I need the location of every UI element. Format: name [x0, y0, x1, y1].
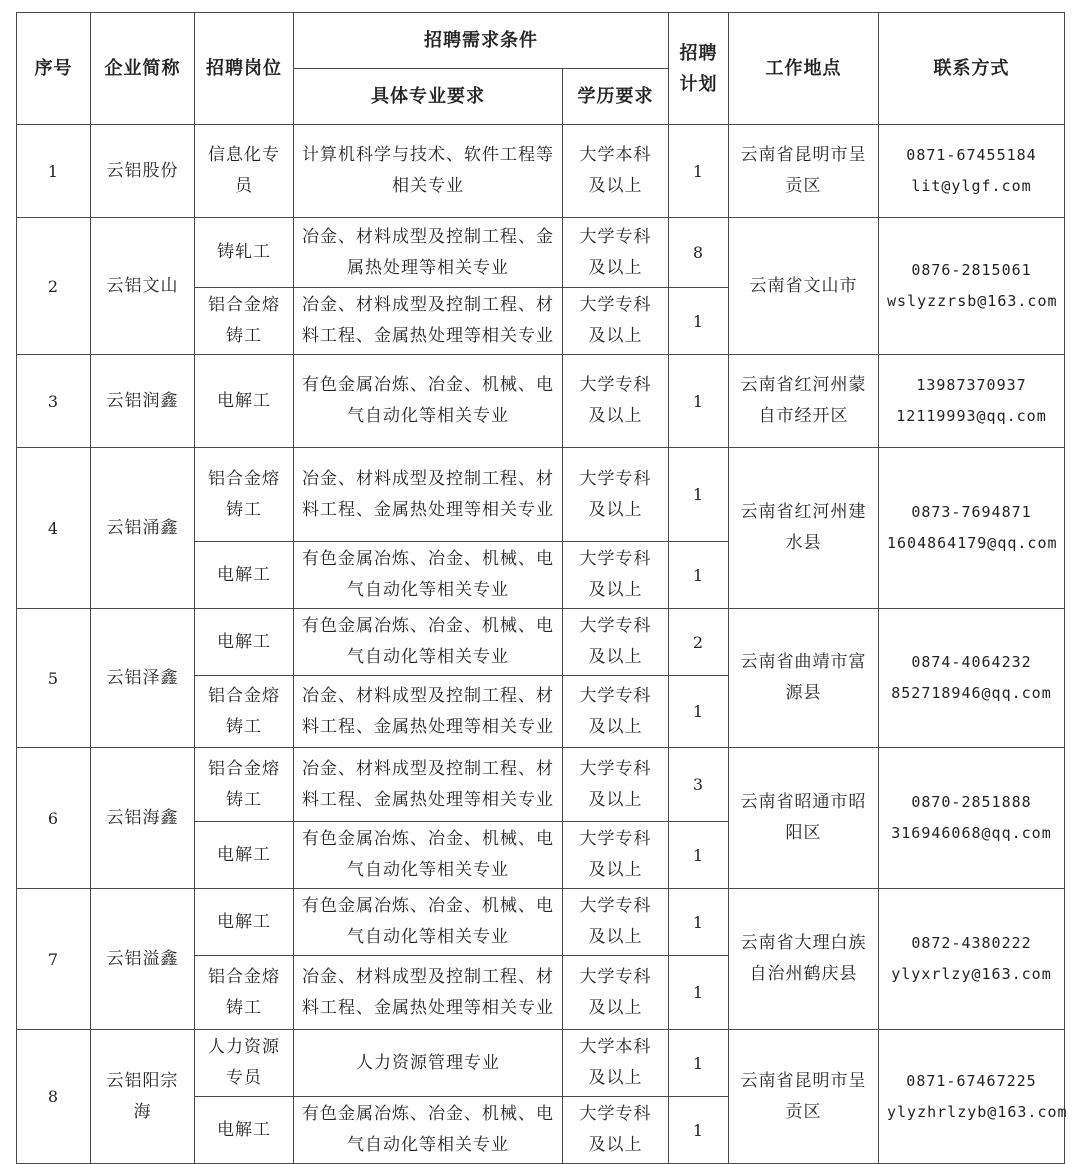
plan-cell: 1 — [669, 288, 729, 355]
company-name-cell: 云铝海鑫 — [91, 748, 195, 889]
plan-cell: 1 — [669, 125, 729, 218]
plan-cell: 1 — [669, 448, 729, 542]
education-cell: 大学专科及以上 — [563, 748, 669, 822]
table-row — [17, 448, 1065, 542]
contact-cell — [879, 1030, 1068, 1164]
company-name-cell: 云铝股份 — [91, 125, 195, 218]
contact-phone: 0876-2815061 — [911, 261, 1032, 279]
position-cell: 铝合金熔铸工 — [195, 448, 294, 542]
table-row — [17, 355, 1065, 448]
header-position: 招聘岗位 — [195, 13, 294, 125]
seq-cell: 8 — [17, 1030, 91, 1164]
table-row — [17, 218, 1065, 288]
position-cell: 电解工 — [195, 609, 294, 676]
major-cell: 有色金属冶炼、冶金、机械、电气自动化等相关专业 — [294, 889, 563, 956]
position-cell: 信息化专员 — [195, 125, 294, 218]
major-cell: 冶金、材料成型及控制工程、材料工程、金属热处理等相关专业 — [294, 288, 563, 355]
header-seq: 序号 — [17, 13, 91, 125]
contact-email: wslyzzrsb@163.com — [887, 292, 1058, 310]
major-cell: 冶金、材料成型及控制工程、材料工程、金属热处理等相关专业 — [294, 748, 563, 822]
contact-cell — [879, 448, 1065, 609]
location-cell: 云南省曲靖市富源县 — [729, 609, 879, 748]
major-cell: 计算机科学与技术、软件工程等相关专业 — [294, 125, 563, 218]
education-cell: 大学专科及以上 — [563, 822, 669, 889]
contact-email: 316946068@qq.com — [891, 824, 1052, 842]
header-location: 工作地点 — [729, 13, 879, 125]
major-cell: 冶金、材料成型及控制工程、材料工程、金属热处理等相关专业 — [294, 676, 563, 748]
header-requirements: 招聘需求条件 — [294, 13, 669, 69]
header-contact: 联系方式 — [879, 13, 1065, 125]
table-row — [17, 889, 1065, 956]
header-education: 学历要求 — [563, 69, 669, 125]
plan-cell: 2 — [669, 609, 729, 676]
seq-cell: 3 — [17, 355, 91, 448]
plan-cell: 1 — [669, 355, 729, 448]
header-company: 企业简称 — [91, 13, 195, 125]
position-cell: 电解工 — [195, 542, 294, 609]
position-cell: 电解工 — [195, 1097, 294, 1164]
header-major: 具体专业要求 — [294, 69, 563, 125]
education-cell: 大学专科及以上 — [563, 288, 669, 355]
location-cell: 云南省红河州蒙自市经开区 — [729, 355, 879, 448]
seq-cell: 2 — [17, 218, 91, 355]
position-cell: 铝合金熔铸工 — [195, 748, 294, 822]
location-cell: 云南省文山市 — [729, 218, 879, 355]
education-cell: 大学专科及以上 — [563, 355, 669, 448]
education-cell: 大学本科及以上 — [563, 1030, 669, 1097]
major-cell: 冶金、材料成型及控制工程、材料工程、金属热处理等相关专业 — [294, 448, 563, 542]
contact-cell — [879, 889, 1065, 1030]
contact-cell — [879, 355, 1065, 448]
location-cell: 云南省昆明市呈贡区 — [729, 1030, 879, 1164]
position-cell: 铝合金熔铸工 — [195, 676, 294, 748]
company-name-cell: 云铝润鑫 — [91, 355, 195, 448]
plan-cell: 1 — [669, 889, 729, 956]
position-cell: 铸轧工 — [195, 218, 294, 288]
contact-cell — [879, 609, 1065, 748]
seq-cell: 5 — [17, 609, 91, 748]
plan-cell: 1 — [669, 822, 729, 889]
header-plan: 招聘计划 — [669, 13, 729, 125]
contact-phone: 0870-2851888 — [911, 793, 1032, 811]
position-cell: 铝合金熔铸工 — [195, 956, 294, 1030]
contact-cell — [879, 748, 1065, 889]
location-cell: 云南省昭通市昭阳区 — [729, 748, 879, 889]
contact-phone: 0873-7694871 — [911, 503, 1032, 521]
position-cell: 铝合金熔铸工 — [195, 288, 294, 355]
education-cell: 大学本科及以上 — [563, 125, 669, 218]
major-cell: 人力资源管理专业 — [294, 1030, 563, 1097]
seq-cell: 4 — [17, 448, 91, 609]
contact-email: lit@ylgf.com — [911, 177, 1032, 195]
table-header — [17, 13, 1065, 125]
plan-cell: 8 — [669, 218, 729, 288]
contact-phone: 0872-4380222 — [911, 934, 1032, 952]
education-cell: 大学专科及以上 — [563, 956, 669, 1030]
recruitment-table — [16, 12, 1068, 1164]
company-name-cell: 云铝文山 — [91, 218, 195, 355]
contact-phone: 0871-67467225 — [906, 1071, 1037, 1090]
contact-phone: 0871-67455184 — [906, 146, 1037, 164]
major-cell: 冶金、材料成型及控制工程、金属热处理等相关专业 — [294, 218, 563, 288]
table-body — [17, 125, 1068, 1164]
seq-cell: 7 — [17, 889, 91, 1030]
plan-cell: 1 — [669, 956, 729, 1030]
position-cell: 电解工 — [195, 889, 294, 956]
major-cell: 有色金属冶炼、冶金、机械、电气自动化等相关专业 — [294, 609, 563, 676]
contact-email: 852718946@qq.com — [891, 684, 1052, 702]
position-cell: 人力资源专员 — [195, 1030, 294, 1097]
table-row — [17, 125, 1065, 218]
table-row — [17, 748, 1065, 822]
education-cell: 大学专科及以上 — [563, 1097, 669, 1164]
plan-cell: 1 — [669, 676, 729, 748]
education-cell: 大学专科及以上 — [563, 448, 669, 542]
major-cell: 冶金、材料成型及控制工程、材料工程、金属热处理等相关专业 — [294, 956, 563, 1030]
contact-email: ylyxrlzy@163.com — [891, 965, 1052, 983]
plan-cell: 1 — [669, 1030, 729, 1097]
contact-phone: 0874-4064232 — [911, 653, 1032, 671]
major-cell: 有色金属冶炼、冶金、机械、电气自动化等相关专业 — [294, 542, 563, 609]
education-cell: 大学专科及以上 — [563, 609, 669, 676]
education-cell: 大学专科及以上 — [563, 218, 669, 288]
table-row — [17, 609, 1065, 676]
plan-cell: 3 — [669, 748, 729, 822]
contact-email: ylyzhrlzyb@163.com — [887, 1102, 1068, 1121]
contact-email: 1604864179@qq.com — [887, 534, 1058, 552]
location-cell: 云南省昆明市呈贡区 — [729, 125, 879, 218]
major-cell: 有色金属冶炼、冶金、机械、电气自动化等相关专业 — [294, 355, 563, 448]
location-cell: 云南省大理白族自治州鹤庆县 — [729, 889, 879, 1030]
table-row — [17, 1030, 1065, 1097]
contact-cell — [879, 125, 1065, 218]
plan-cell: 1 — [669, 542, 729, 609]
company-name-cell: 云铝泽鑫 — [91, 609, 195, 748]
education-cell: 大学专科及以上 — [563, 542, 669, 609]
company-name-cell: 云铝阳宗海 — [91, 1030, 195, 1164]
contact-cell — [879, 218, 1065, 355]
seq-cell: 6 — [17, 748, 91, 889]
company-name-cell: 云铝溢鑫 — [91, 889, 195, 1030]
education-cell: 大学专科及以上 — [563, 889, 669, 956]
major-cell: 有色金属冶炼、冶金、机械、电气自动化等相关专业 — [294, 1097, 563, 1164]
seq-cell: 1 — [17, 125, 91, 218]
contact-phone: 13987370937 — [916, 376, 1027, 394]
education-cell: 大学专科及以上 — [563, 676, 669, 748]
location-cell: 云南省红河州建水县 — [729, 448, 879, 609]
major-cell: 有色金属冶炼、冶金、机械、电气自动化等相关专业 — [294, 822, 563, 889]
position-cell: 电解工 — [195, 355, 294, 448]
company-name-cell: 云铝涌鑫 — [91, 448, 195, 609]
plan-cell: 1 — [669, 1097, 729, 1164]
position-cell: 电解工 — [195, 822, 294, 889]
contact-email: 12119993@qq.com — [896, 407, 1047, 425]
